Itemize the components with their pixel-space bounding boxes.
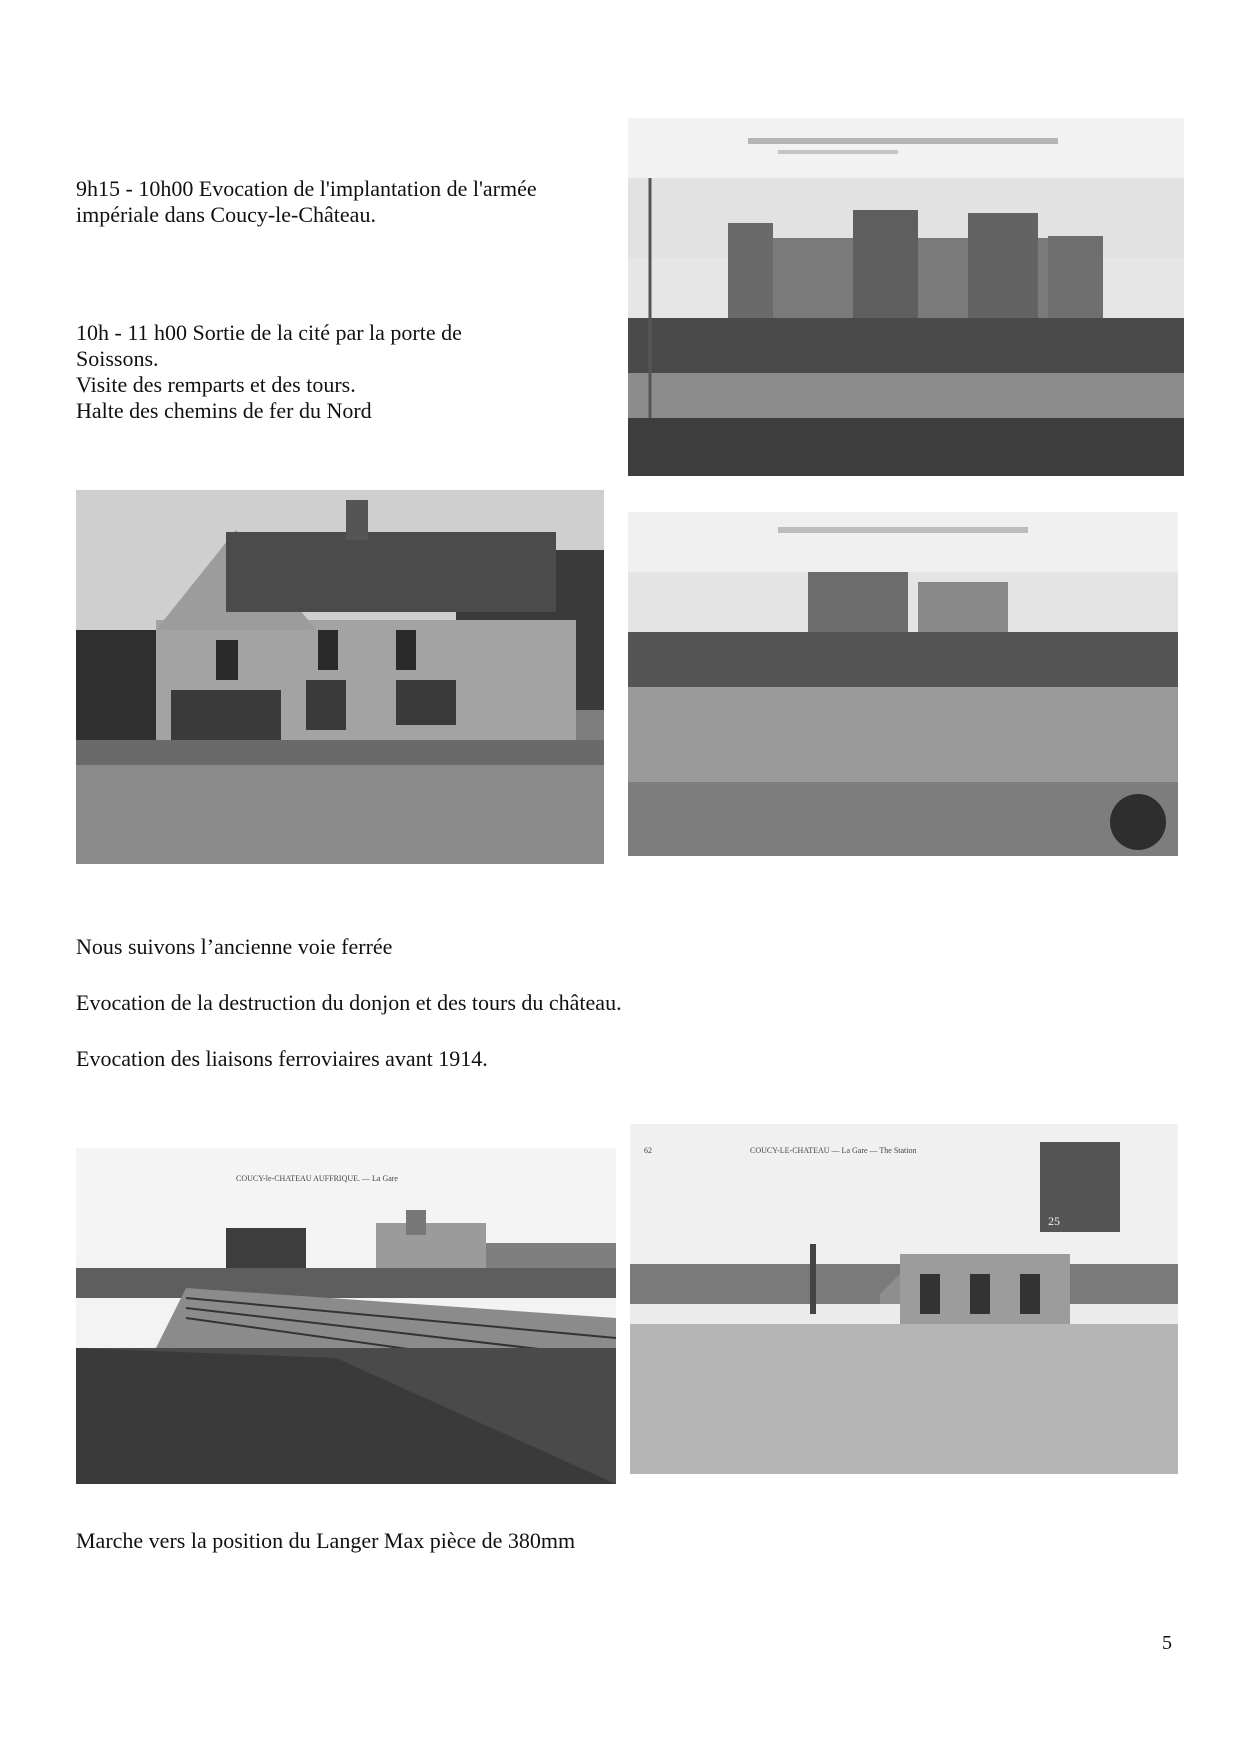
march-text: Marche vers la position du Langer Max pièce de 380mm	[76, 1528, 576, 1553]
page-number: 5	[1162, 1632, 1172, 1654]
route-line-1: 10h - 11 h00 Sortie de la cité par la porte de	[76, 320, 462, 345]
route-line-4: Halte des chemins de fer du Nord	[76, 398, 372, 423]
follow-rail-text: Nous suivons l’ancienne voie ferrée	[76, 934, 393, 959]
ruins-photo	[628, 512, 1178, 856]
intro-text-block	[76, 176, 606, 228]
stamp-value: 25	[1048, 1214, 1060, 1228]
route-text-block	[76, 320, 462, 424]
gare-caption: COUCY-LE-CHATEAU — La Gare — The Station	[750, 1146, 917, 1155]
route-line-3: Visite des remparts et des tours.	[76, 372, 356, 397]
intro-line: 9h15 - 10h00 Evocation de l'implantation de l'armée impériale dans Coucy-le-Château.	[76, 176, 537, 227]
station-building-photo	[76, 490, 604, 864]
castle-photo	[628, 118, 1184, 476]
barracks-station-photo	[630, 1124, 1178, 1474]
railway-tracks-photo	[76, 1148, 616, 1484]
card-number: 62	[644, 1146, 652, 1155]
tracks-caption: COUCY-le-CHATEAU AUFFRIQUE. — La Gare	[236, 1174, 398, 1183]
rail-links-text: Evocation des liaisons ferroviaires avant 1914.	[76, 1046, 488, 1071]
route-line-2: Soissons.	[76, 346, 159, 371]
destruction-text: Evocation de la destruction du donjon et des tours du château.	[76, 990, 622, 1015]
